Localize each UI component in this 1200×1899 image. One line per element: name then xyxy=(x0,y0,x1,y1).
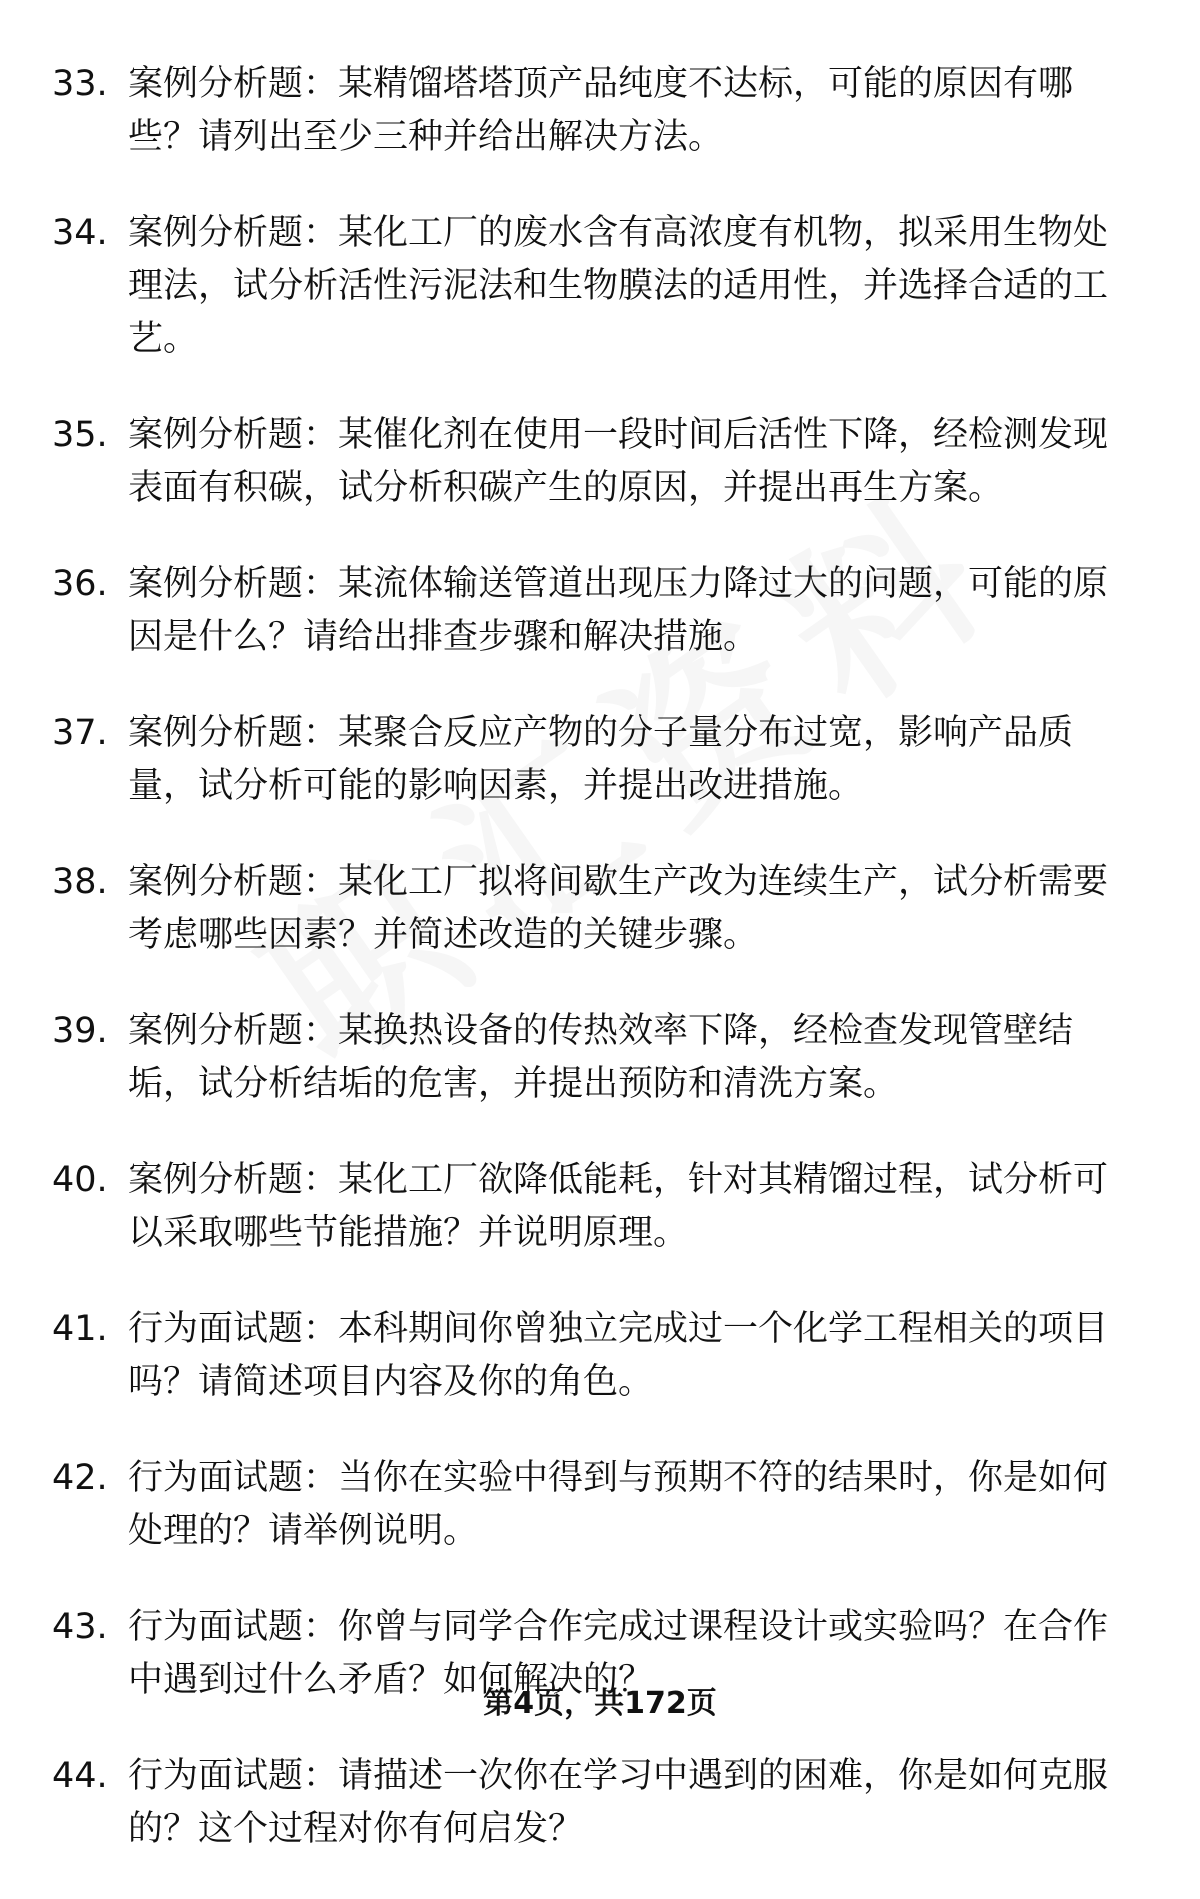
question-item xyxy=(52,1154,1142,1260)
question-list xyxy=(52,58,1142,1899)
question-number: 37. xyxy=(52,713,108,753)
question-text: 案例分析题：某换热设备的传热效率下降，经检查发现管壁结垢，试分析结垢的危害，并提出预防和清洗方案。 xyxy=(128,1011,1074,1104)
question-text: 行为面试题：本科期间你曾独立完成过一个化学工程相关的项目吗？请简述项目内容及你的角色。 xyxy=(128,1309,1109,1402)
question-number: 38. xyxy=(52,862,108,902)
question-text: 案例分析题：某化工厂拟将间歇生产改为连续生产，试分析需要考虑哪些因素？并简述改造的关键步骤。 xyxy=(128,862,1109,955)
question-text: 案例分析题：某化工厂欲降低能耗，针对其精馏过程，试分析可以采取哪些节能措施？并说明原理。 xyxy=(128,1160,1109,1253)
question-number: 41. xyxy=(52,1309,108,1349)
question-text: 案例分析题：某催化剂在使用一段时间后活性下降，经检测发现表面有积碳，试分析积碳产生的原因，并提出再生方案。 xyxy=(128,415,1109,508)
question-item xyxy=(52,1303,1142,1409)
question-number: 40. xyxy=(52,1160,108,1200)
question-text: 行为面试题：当你在实验中得到与预期不符的结果时，你是如何处理的？请举例说明。 xyxy=(128,1458,1109,1551)
question-number: 33. xyxy=(52,64,108,104)
question-item xyxy=(52,58,1142,164)
question-text: 案例分析题：某聚合反应产物的分子量分布过宽，影响产品质量，试分析可能的影响因素，并提出改进措施。 xyxy=(128,713,1074,806)
question-item xyxy=(52,707,1142,813)
question-number: 42. xyxy=(52,1458,108,1498)
question-number: 39. xyxy=(52,1011,108,1051)
question-number: 44. xyxy=(52,1756,108,1796)
question-text: 行为面试题：你曾与同学合作完成过课程设计或实验吗？在合作中遇到过什么矛盾？如何解决的？ xyxy=(128,1607,1109,1700)
question-item xyxy=(52,207,1142,366)
question-number: 34. xyxy=(52,213,108,253)
question-item xyxy=(52,1750,1142,1856)
question-number: 35. xyxy=(52,415,108,455)
question-item xyxy=(52,1005,1142,1111)
question-item xyxy=(52,409,1142,515)
page-footer: 第4页，共172页 xyxy=(483,1686,717,1721)
question-text: 案例分析题：某流体输送管道出现压力降过大的问题，可能的原因是什么？请给出排查步骤和解决措施。 xyxy=(128,564,1109,657)
question-number: 36. xyxy=(52,564,108,604)
question-number: 43. xyxy=(52,1607,108,1647)
question-item xyxy=(52,1452,1142,1558)
question-text: 案例分析题：某化工厂的废水含有高浓度有机物，拟采用生物处理法，试分析活性污泥法和生物膜法的适用性，并选择合适的工艺。 xyxy=(128,213,1109,359)
question-text: 行为面试题：请描述一次你在学习中遇到的困难，你是如何克服的？这个过程对你有何启发？ xyxy=(128,1756,1109,1849)
question-item xyxy=(52,558,1142,664)
question-item xyxy=(52,856,1142,962)
question-text: 案例分析题：某精馏塔塔顶产品纯度不达标，可能的原因有哪些？请列出至少三种并给出解决方法。 xyxy=(128,64,1074,157)
